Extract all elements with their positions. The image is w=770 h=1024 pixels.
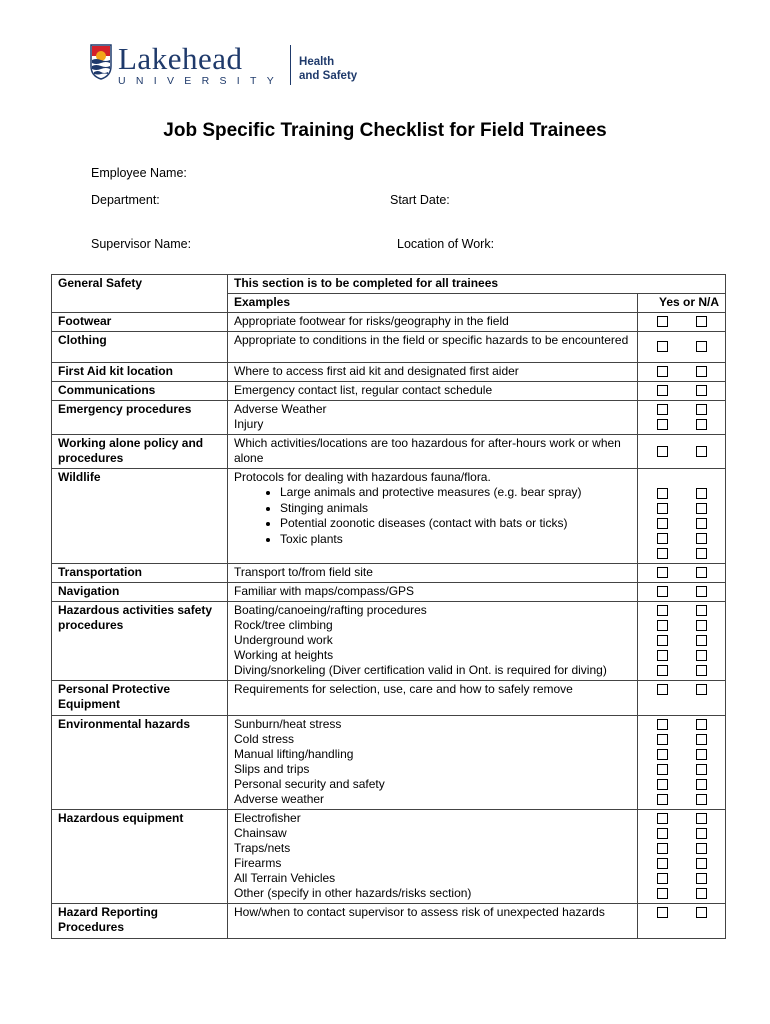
example-line: Chainsaw <box>234 826 287 840</box>
row-checkboxes <box>638 716 726 810</box>
row-examples <box>228 904 638 939</box>
yes-checkbox[interactable] <box>657 828 668 839</box>
na-checkbox[interactable] <box>696 518 707 529</box>
yes-checkbox[interactable] <box>657 385 668 396</box>
table-row <box>52 716 726 810</box>
row-checkboxes <box>638 810 726 904</box>
example-line: Injury <box>234 417 264 431</box>
row-checkboxes <box>638 583 726 602</box>
example-line: Cold stress <box>234 732 295 746</box>
row-topic: Hazard Reporting Procedures <box>52 904 228 939</box>
yes-checkbox[interactable] <box>657 907 668 918</box>
example-bullet: • Toxic plants <box>280 532 631 548</box>
section-note: This section is to be completed for all trainees <box>228 275 726 294</box>
yes-checkbox[interactable] <box>657 873 668 884</box>
dept-line-2: and Safety <box>299 70 358 82</box>
yes-checkbox[interactable] <box>657 684 668 695</box>
row-topic: Transportation <box>52 564 228 583</box>
row-examples <box>228 469 638 564</box>
na-checkbox[interactable] <box>696 907 707 918</box>
yes-checkbox[interactable] <box>657 620 668 631</box>
example-bullet-list <box>234 485 631 547</box>
table-row <box>52 401 726 435</box>
yes-checkbox[interactable] <box>657 665 668 676</box>
supervisor-name-label: Supervisor Name: <box>91 237 192 251</box>
brand-department <box>299 55 357 83</box>
row-checkboxes <box>638 904 726 939</box>
row-examples <box>228 681 638 716</box>
yes-checkbox[interactable] <box>657 503 668 514</box>
yes-checkbox[interactable] <box>657 888 668 899</box>
table-row <box>52 904 726 939</box>
na-checkbox[interactable] <box>696 719 707 730</box>
example-line: Manual lifting/handling <box>234 747 354 761</box>
na-checkbox[interactable] <box>696 533 707 544</box>
na-checkbox[interactable] <box>696 316 707 327</box>
row-topic: Emergency procedures <box>52 401 228 435</box>
na-checkbox[interactable] <box>696 503 707 514</box>
example-line: Protocols for dealing with hazardous fauna/flora. <box>234 470 491 484</box>
page-title: Job Specific Training Checklist for Field Trainees <box>163 120 607 141</box>
section-title: General Safety <box>52 275 228 313</box>
table-row <box>52 332 726 363</box>
row-topic: Navigation <box>52 583 228 602</box>
example-line: Working at heights <box>234 648 334 662</box>
table-row <box>52 363 726 382</box>
row-examples <box>228 810 638 904</box>
row-checkboxes <box>638 401 726 435</box>
row-checkboxes <box>638 332 726 363</box>
row-checkboxes <box>638 681 726 716</box>
row-examples <box>228 602 638 681</box>
example-line: Transport to/from field site <box>234 565 373 579</box>
example-line: Electrofisher <box>234 811 301 825</box>
logo-divider <box>290 45 291 85</box>
table-row <box>52 435 726 469</box>
yes-checkbox[interactable] <box>657 605 668 616</box>
example-line: Where to access first aid kit and designated first aider <box>234 364 519 378</box>
na-checkbox[interactable] <box>696 605 707 616</box>
example-line: Other (specify in other hazards/risks section) <box>234 886 472 900</box>
row-checkboxes <box>638 602 726 681</box>
table-row <box>52 681 726 716</box>
example-line: Diving/snorkeling (Diver certification valid in Ont. is required for diving) <box>234 663 607 677</box>
row-examples <box>228 564 638 583</box>
na-checkbox[interactable] <box>696 548 707 559</box>
na-checkbox[interactable] <box>696 873 707 884</box>
yes-checkbox[interactable] <box>657 567 668 578</box>
na-checkbox[interactable] <box>696 684 707 695</box>
yes-checkbox[interactable] <box>657 419 668 430</box>
employee-name-label: Employee Name: <box>91 166 187 180</box>
yes-checkbox[interactable] <box>657 650 668 661</box>
na-checkbox[interactable] <box>696 620 707 631</box>
yes-checkbox[interactable] <box>657 719 668 730</box>
row-examples <box>228 583 638 602</box>
na-checkbox[interactable] <box>696 779 707 790</box>
row-topic: Wildlife <box>52 469 228 564</box>
yes-checkbox[interactable] <box>657 533 668 544</box>
yes-checkbox[interactable] <box>657 586 668 597</box>
example-bullet: • Large animals and protective measures (e.g. bear spray) <box>280 485 631 501</box>
table-header-row-1 <box>52 275 726 294</box>
table-row <box>52 564 726 583</box>
example-line: Boating/canoeing/rafting procedures <box>234 603 427 617</box>
row-checkboxes <box>638 363 726 382</box>
yes-checkbox[interactable] <box>657 843 668 854</box>
na-checkbox[interactable] <box>696 813 707 824</box>
example-line: Sunburn/heat stress <box>234 717 342 731</box>
example-line: Slips and trips <box>234 762 310 776</box>
na-checkbox[interactable] <box>696 734 707 745</box>
table-row <box>52 602 726 681</box>
lakehead-shield-icon <box>90 44 112 80</box>
row-examples <box>228 401 638 435</box>
row-topic: Communications <box>52 382 228 401</box>
dept-line-1: Health <box>299 56 335 68</box>
yes-checkbox[interactable] <box>657 749 668 760</box>
na-checkbox[interactable] <box>696 794 707 805</box>
example-line: Emergency contact list, regular contact schedule <box>234 383 493 397</box>
na-checkbox[interactable] <box>696 665 707 676</box>
brand-name: Lakehead <box>118 41 243 76</box>
yes-checkbox[interactable] <box>657 366 668 377</box>
example-line: Appropriate footwear for risks/geography in the field <box>234 314 509 328</box>
example-line: Adverse weather <box>234 792 325 806</box>
table-row <box>52 810 726 904</box>
yes-checkbox[interactable] <box>657 518 668 529</box>
na-checkbox[interactable] <box>696 650 707 661</box>
yes-checkbox[interactable] <box>657 858 668 869</box>
yes-na-header: Yes or N/A <box>638 294 726 313</box>
table-row <box>52 469 726 564</box>
brand-university: UNIVERSITY <box>118 75 285 87</box>
table-row <box>52 313 726 332</box>
yes-checkbox[interactable] <box>657 548 668 559</box>
examples-header: Examples <box>228 294 638 313</box>
department-label: Department: <box>91 193 160 207</box>
example-line: All Terrain Vehicles <box>234 871 336 885</box>
row-examples <box>228 313 638 332</box>
na-checkbox[interactable] <box>696 828 707 839</box>
example-line: Requirements for selection, use, care and how to safely remove <box>234 682 573 696</box>
example-line: Rock/tree climbing <box>234 618 333 632</box>
row-topic: Hazardous activities safety procedures <box>52 602 228 681</box>
example-line: Familiar with maps/compass/GPS <box>234 584 415 598</box>
example-line: Adverse Weather <box>234 402 327 416</box>
table-row <box>52 382 726 401</box>
row-topic: Working alone policy and procedures <box>52 435 228 469</box>
example-line: Firearms <box>234 856 282 870</box>
row-examples <box>228 716 638 810</box>
na-checkbox[interactable] <box>696 764 707 775</box>
yes-checkbox[interactable] <box>657 316 668 327</box>
row-topic: First Aid kit location <box>52 363 228 382</box>
location-of-work-label: Location of Work: <box>397 237 495 251</box>
example-bullet: • Potential zoonotic diseases (contact with bats or ticks) <box>280 516 631 532</box>
row-topic: Hazardous equipment <box>52 810 228 904</box>
row-topic: Clothing <box>52 332 228 363</box>
university-logo <box>90 41 358 87</box>
yes-checkbox[interactable] <box>657 779 668 790</box>
row-examples <box>228 363 638 382</box>
yes-checkbox[interactable] <box>657 404 668 415</box>
na-checkbox[interactable] <box>696 858 707 869</box>
na-checkbox[interactable] <box>696 385 707 396</box>
row-checkboxes <box>638 564 726 583</box>
na-checkbox[interactable] <box>696 341 707 352</box>
table-row <box>52 583 726 602</box>
na-checkbox[interactable] <box>696 888 707 899</box>
row-checkboxes <box>638 435 726 469</box>
na-checkbox[interactable] <box>696 635 707 646</box>
row-topic: Personal Protective Equipment <box>52 681 228 716</box>
row-topic: Footwear <box>52 313 228 332</box>
yes-checkbox[interactable] <box>657 341 668 352</box>
example-line: Traps/nets <box>234 841 291 855</box>
start-date-label: Start Date: <box>390 193 450 207</box>
na-checkbox[interactable] <box>696 446 707 457</box>
row-examples <box>228 382 638 401</box>
yes-checkbox[interactable] <box>657 635 668 646</box>
yes-checkbox[interactable] <box>657 734 668 745</box>
example-line: Underground work <box>234 633 333 647</box>
row-examples <box>228 435 638 469</box>
example-line: How/when to contact supervisor to assess risk of unexpected hazards <box>234 905 605 919</box>
yes-checkbox[interactable] <box>657 488 668 499</box>
row-checkboxes <box>638 469 726 564</box>
example-line: Which activities/locations are too hazardous for after-hours work or when alone <box>234 436 621 465</box>
yes-checkbox[interactable] <box>657 764 668 775</box>
row-checkboxes <box>638 313 726 332</box>
yes-checkbox[interactable] <box>657 794 668 805</box>
example-line: Personal security and safety <box>234 777 385 791</box>
na-checkbox[interactable] <box>696 366 707 377</box>
example-bullet: • Stinging animals <box>280 501 631 517</box>
row-examples <box>228 332 638 363</box>
yes-checkbox[interactable] <box>657 813 668 824</box>
na-checkbox[interactable] <box>696 419 707 430</box>
na-checkbox[interactable] <box>696 488 707 499</box>
na-checkbox[interactable] <box>696 567 707 578</box>
na-checkbox[interactable] <box>696 843 707 854</box>
na-checkbox[interactable] <box>696 404 707 415</box>
na-checkbox[interactable] <box>696 749 707 760</box>
training-checklist-table <box>51 274 726 939</box>
na-checkbox[interactable] <box>696 586 707 597</box>
row-checkboxes <box>638 382 726 401</box>
yes-checkbox[interactable] <box>657 446 668 457</box>
row-topic: Environmental hazards <box>52 716 228 810</box>
example-line: Appropriate to conditions in the field or specific hazards to be encountered <box>234 333 629 347</box>
